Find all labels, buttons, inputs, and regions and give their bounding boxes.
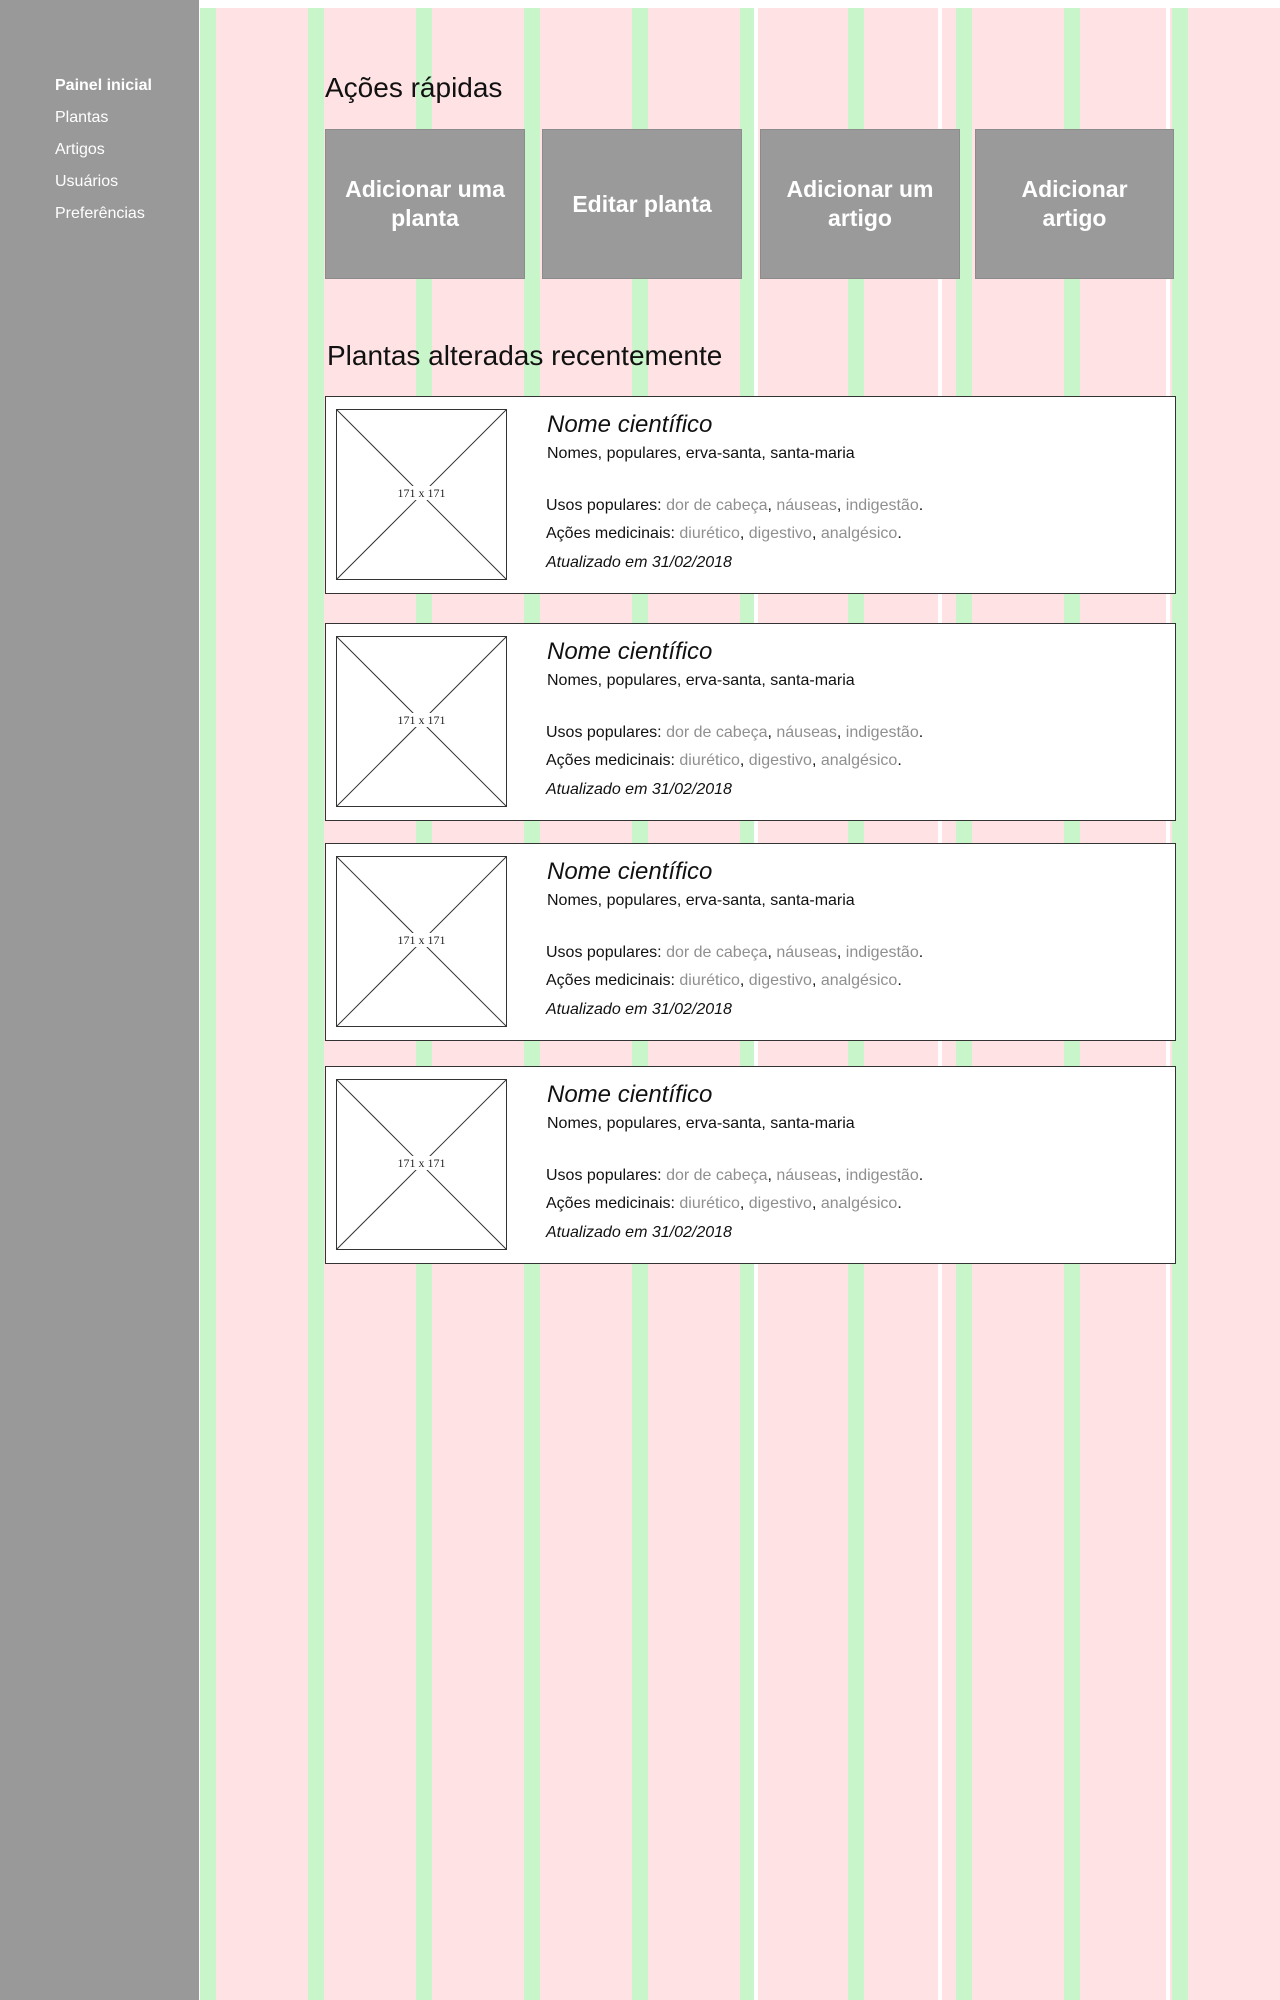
add-an-article-button[interactable] [760, 129, 960, 279]
common-names: Nomes, populares, erva-santa, santa-maria [547, 892, 855, 909]
updated-date: Atualizado em 31/02/2018 [546, 781, 732, 798]
image-dimensions-label: 171 x 171 [397, 1156, 446, 1170]
popular-uses: Usos populares: dor de cabeça, náuseas, indigestão. [546, 944, 924, 961]
use-tag[interactable]: náuseas [776, 497, 837, 514]
action-tag[interactable]: analgésico [820, 1195, 898, 1212]
use-tag[interactable]: dor de cabeça [666, 944, 768, 961]
edit-plant-button-label: Editar planta [572, 190, 712, 217]
scientific-name: Nome científico [547, 638, 713, 665]
image-dimensions-label: 171 x 171 [397, 486, 446, 500]
action-tag[interactable]: analgésico [820, 752, 898, 769]
use-tag[interactable]: náuseas [776, 944, 837, 961]
use-tag[interactable]: indigestão [845, 497, 919, 514]
action-tag[interactable]: analgésico [820, 972, 898, 989]
popular-uses: Usos populares: dor de cabeça, náuseas, indigestão. [546, 497, 924, 514]
action-tag[interactable]: digestivo [748, 752, 812, 769]
medicinal-actions-label: Ações medicinais: [546, 972, 675, 989]
popular-uses-label: Usos populares: [546, 497, 662, 514]
add-article-button[interactable] [975, 129, 1174, 279]
updated-date: Atualizado em 31/02/2018 [546, 1224, 732, 1241]
use-tag[interactable]: náuseas [776, 1167, 837, 1184]
sidebar-item-users[interactable]: Usuários [55, 173, 119, 190]
action-tag[interactable]: diurético [679, 752, 740, 769]
common-names: Nomes, populares, erva-santa, santa-maria [547, 1115, 855, 1132]
image-dimensions-label: 171 x 171 [397, 713, 446, 727]
use-tag[interactable]: indigestão [845, 944, 919, 961]
plant-card[interactable] [325, 396, 1176, 594]
use-tag[interactable]: dor de cabeça [666, 497, 768, 514]
add-an-article-button-label: Adicionar um artigo [786, 176, 934, 231]
recent-plants-title: Plantas alteradas recentemente [327, 340, 723, 371]
medicinal-actions: Ações medicinais: diurético, digestivo, analgésico. [546, 972, 902, 989]
use-tag[interactable]: indigestão [845, 724, 919, 741]
use-tag[interactable]: dor de cabeça [666, 1167, 768, 1184]
medicinal-actions-label: Ações medicinais: [546, 525, 675, 542]
popular-uses-label: Usos populares: [546, 944, 662, 961]
image-dimensions-label: 171 x 171 [397, 933, 446, 947]
common-names: Nomes, populares, erva-santa, santa-maria [547, 445, 855, 462]
updated-date: Atualizado em 31/02/2018 [546, 554, 732, 571]
add-plant-button-label: Adicionar uma planta [345, 176, 505, 231]
sidebar-item-articles[interactable]: Artigos [55, 141, 105, 158]
use-tag[interactable]: dor de cabeça [666, 724, 768, 741]
scientific-name: Nome científico [547, 858, 713, 885]
quick-actions-title: Ações rápidas [325, 72, 503, 103]
edit-plant-button[interactable] [542, 129, 742, 279]
updated-date: Atualizado em 31/02/2018 [546, 1001, 732, 1018]
action-tag[interactable]: diurético [679, 972, 740, 989]
medicinal-actions-label: Ações medicinais: [546, 752, 675, 769]
add-article-button-label: Adicionar artigo [1021, 176, 1128, 231]
action-tag[interactable]: diurético [679, 525, 740, 542]
popular-uses-label: Usos populares: [546, 724, 662, 741]
popular-uses-label: Usos populares: [546, 1167, 662, 1184]
medicinal-actions-label: Ações medicinais: [546, 1195, 675, 1212]
popular-uses: Usos populares: dor de cabeça, náuseas, indigestão. [546, 724, 924, 741]
medicinal-actions: Ações medicinais: diurético, digestivo, analgésico. [546, 525, 902, 542]
action-tag[interactable]: analgésico [820, 525, 898, 542]
action-tag[interactable]: digestivo [748, 972, 812, 989]
sidebar-item-dashboard[interactable]: Painel inicial [55, 77, 152, 94]
add-plant-button[interactable] [325, 129, 525, 279]
plant-image-placeholder [336, 409, 507, 580]
plant-image-placeholder [336, 636, 507, 807]
plant-image-placeholder [336, 1079, 507, 1250]
plant-image-placeholder [336, 856, 507, 1027]
sidebar-menu [55, 75, 152, 235]
scientific-name: Nome científico [547, 411, 713, 438]
medicinal-actions: Ações medicinais: diurético, digestivo, analgésico. [546, 752, 902, 769]
action-tag[interactable]: diurético [679, 1195, 740, 1212]
sidebar-item-preferences[interactable]: Preferências [55, 205, 145, 222]
use-tag[interactable]: náuseas [776, 724, 837, 741]
action-tag[interactable]: digestivo [748, 525, 812, 542]
common-names: Nomes, populares, erva-santa, santa-maria [547, 672, 855, 689]
plant-card[interactable] [325, 623, 1176, 821]
plant-card[interactable] [325, 1066, 1176, 1264]
use-tag[interactable]: indigestão [845, 1167, 919, 1184]
medicinal-actions: Ações medicinais: diurético, digestivo, analgésico. [546, 1195, 902, 1212]
action-tag[interactable]: digestivo [748, 1195, 812, 1212]
scientific-name: Nome científico [547, 1081, 713, 1108]
sidebar-item-plants[interactable]: Plantas [55, 109, 109, 126]
plant-card[interactable] [325, 843, 1176, 1041]
sidebar [0, 0, 199, 2000]
popular-uses: Usos populares: dor de cabeça, náuseas, indigestão. [546, 1167, 924, 1184]
